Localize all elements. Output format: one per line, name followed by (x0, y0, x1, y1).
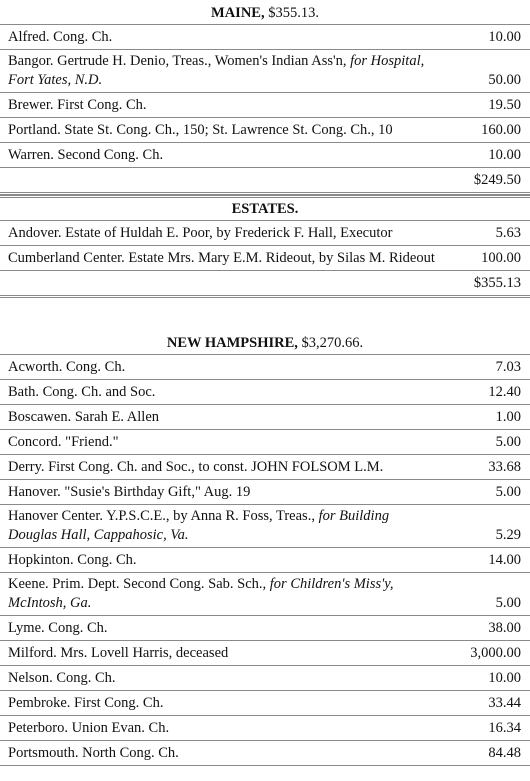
row-description-text: Peterboro. Union Evan. Ch. (8, 720, 170, 736)
row-description (0, 480, 445, 504)
row-description (0, 430, 445, 454)
row-description (0, 691, 445, 715)
row-amount: 5.29 (495, 527, 521, 543)
table-row (0, 380, 530, 405)
table-row (0, 221, 530, 246)
row-description-text: Portsmouth. North Cong. Ch. (8, 745, 179, 761)
row-amount: 5.00 (495, 595, 521, 611)
table-row (0, 641, 530, 666)
row-amount: 14.00 (488, 552, 521, 568)
section-amount: $355.13. (268, 5, 319, 21)
row-description (0, 25, 445, 49)
section-state: ESTATES. (231, 201, 299, 217)
row-description-text: Pembroke. First Cong. Ch. (8, 695, 164, 711)
table-row (0, 616, 530, 641)
section-heading (0, 330, 530, 355)
row-description (0, 405, 445, 429)
subtotal-amount: $355.13 (473, 275, 521, 291)
row-amount: 38.00 (488, 620, 521, 636)
row-amount: 10.00 (488, 147, 521, 163)
row-description-text: Boscawen. Sarah E. Allen (8, 409, 160, 425)
subtotal-row (0, 271, 530, 298)
row-description (0, 50, 445, 92)
row-description (0, 741, 445, 765)
row-description (0, 455, 445, 479)
row-description-text: Cumberland Center. Estate Mrs. Mary E.M. Rideout, by Silas M. Rideout (8, 250, 435, 266)
row-description-text: Nelson. Cong. Ch. (8, 670, 116, 686)
table-row (0, 405, 530, 430)
row-description-text: Portland. State St. Cong. Ch., 150; St. Lawrence St. Cong. Ch., 10 (8, 122, 393, 138)
subtotal-spacer (0, 290, 445, 295)
row-description (0, 573, 445, 615)
row-description (0, 93, 445, 117)
row-amount: 7.03 (495, 359, 521, 375)
row-description-text: Warren. Second Cong. Ch. (8, 147, 164, 163)
row-description-text: Hanover Center. Y.P.S.C.E., by Anna R. Foss, Treas., (8, 508, 315, 524)
table-row (0, 430, 530, 455)
row-description (0, 143, 445, 167)
row-description (0, 355, 445, 379)
table-row (0, 355, 530, 380)
row-description-text: Hanover. "Susie's Birthday Gift," Aug. 19 (8, 484, 251, 500)
row-amount: 50.00 (488, 72, 521, 88)
row-description (0, 118, 445, 142)
row-description (0, 505, 445, 547)
table-row (0, 455, 530, 480)
row-description (0, 716, 445, 740)
row-amount: 160.00 (481, 122, 521, 138)
row-amount: 12.40 (488, 384, 521, 400)
row-description (0, 548, 445, 572)
table-row (0, 741, 530, 766)
row-amount: 33.68 (488, 459, 521, 475)
row-description-text: Brewer. First Cong. Ch. (8, 97, 147, 113)
row-description-text: Acworth. Cong. Ch. (8, 359, 126, 375)
row-designation: for Hospital, Fort Yates, N.D. (8, 53, 425, 88)
row-amount: 84.48 (488, 745, 521, 761)
ledger-section (0, 195, 530, 298)
row-description (0, 616, 445, 640)
row-description-text: Hopkinton. Cong. Ch. (8, 552, 137, 568)
table-row (0, 573, 530, 616)
row-description-text: Andover. Estate of Huldah E. Poor, by Frederick F. Hall, Executor (8, 225, 393, 241)
subtotal-spacer (0, 187, 445, 192)
table-row (0, 93, 530, 118)
section-spacer (0, 298, 530, 330)
section-state: MAINE, (211, 5, 265, 21)
row-amount: 100.00 (481, 250, 521, 266)
row-description-text: Derry. First Cong. Ch. and Soc., to const. JOHN FOLSOM L.M. (8, 459, 384, 475)
row-amount: 19.50 (488, 97, 521, 113)
row-description-text: Alfred. Cong. Ch. (8, 29, 113, 45)
row-description (0, 641, 445, 665)
section-heading (0, 195, 530, 221)
table-row (0, 143, 530, 168)
row-designation: for Children's Miss'y, McIntosh, Ga. (8, 576, 394, 611)
table-row (0, 480, 530, 505)
table-row (0, 50, 530, 93)
table-row (0, 246, 530, 271)
row-description-text: Keene. Prim. Dept. Second Cong. Sab. Sch., (8, 576, 267, 592)
row-amount: 5.00 (495, 484, 521, 500)
row-amount: 33.44 (488, 695, 521, 711)
table-row (0, 716, 530, 741)
section-state: NEW HAMPSHIRE, (166, 335, 298, 351)
section-heading (0, 0, 530, 25)
table-row (0, 505, 530, 548)
row-amount: 5.63 (495, 225, 521, 241)
row-description (0, 246, 445, 270)
table-row (0, 691, 530, 716)
row-description-text: Concord. "Friend." (8, 434, 119, 450)
row-amount: 3,000.00 (470, 645, 521, 661)
table-row (0, 25, 530, 50)
row-description (0, 221, 445, 245)
section-amount: $3,270.66. (301, 335, 364, 351)
row-amount: 5.00 (495, 434, 521, 450)
table-row (0, 118, 530, 143)
row-description (0, 380, 445, 404)
row-description-text: Bath. Cong. Ch. and Soc. (8, 384, 156, 400)
row-amount: 10.00 (488, 670, 521, 686)
ledger-section (0, 330, 530, 766)
table-row (0, 666, 530, 691)
table-row (0, 548, 530, 573)
row-amount: 10.00 (488, 29, 521, 45)
ledger-section (0, 0, 530, 195)
subtotal-amount: $249.50 (473, 172, 521, 188)
row-amount: 1.00 (495, 409, 521, 425)
subtotal-row (0, 168, 530, 195)
row-amount: 16.34 (488, 720, 521, 736)
row-description (0, 666, 445, 690)
row-designation: for Building Douglas Hall, Cappahosic, Va. (8, 508, 390, 543)
row-description-text: Milford. Mrs. Lovell Harris, deceased (8, 645, 229, 661)
row-description-text: Lyme. Cong. Ch. (8, 620, 108, 636)
row-description-text: Bangor. Gertrude H. Denio, Treas., Women's Indian Ass'n, (8, 53, 347, 69)
